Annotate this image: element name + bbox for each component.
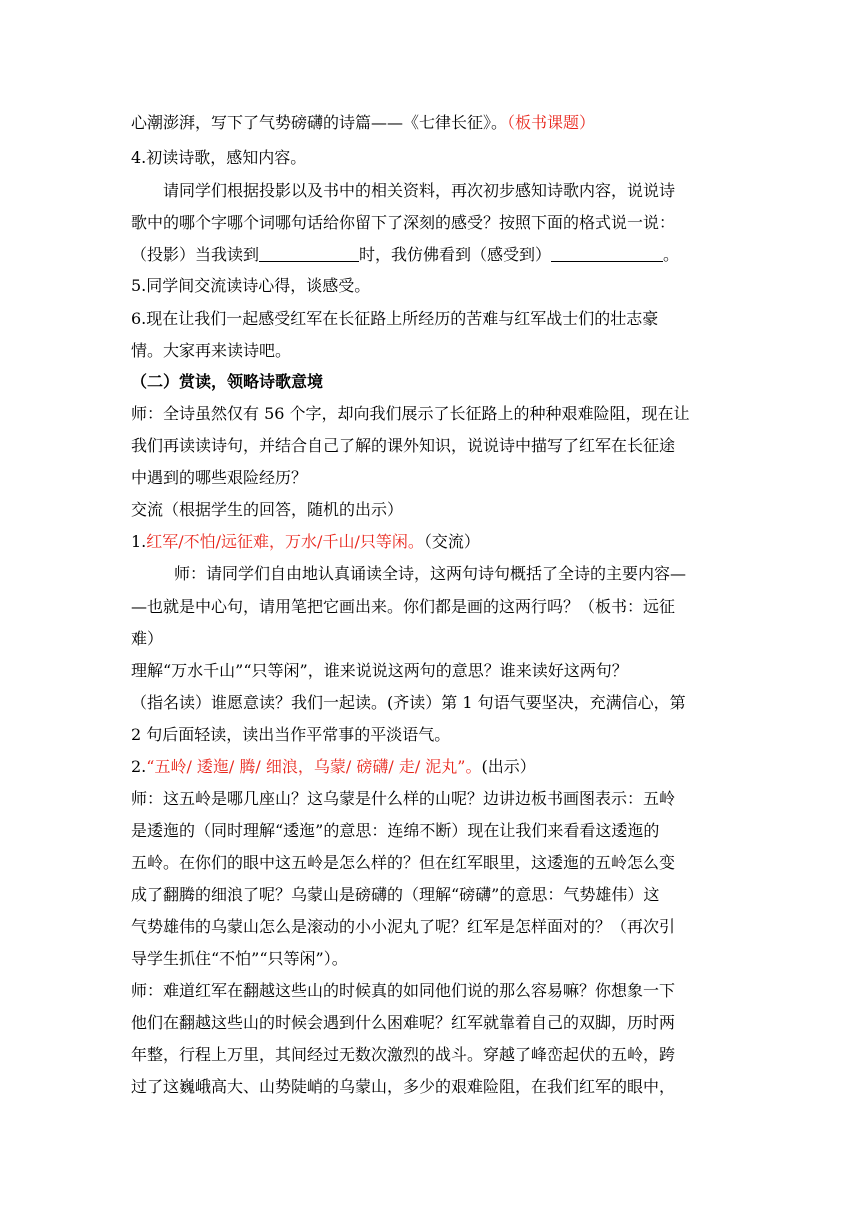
paragraph-line: 中遇到的哪些艰险经历？ bbox=[131, 468, 308, 487]
paragraph-line: 难） bbox=[131, 629, 164, 648]
paragraph-line: 交流（根据学生的回答，随机的出示） bbox=[131, 500, 404, 519]
paragraph-line: 他们在翻越这些山的时候会遇到什么困难呢？红军就靠着自己的双脚，历时两 bbox=[131, 1013, 676, 1032]
step-heading: 4.初读诗歌，感知内容。 bbox=[131, 148, 307, 167]
paragraph-line: 2 句后面轻读，读出当作平常事的平淡语气。 bbox=[131, 725, 451, 744]
section-heading: （二）赏读，领略诗歌意境 bbox=[131, 372, 324, 391]
paragraph-line: 我们再读读诗句，并结合自己了解的课外知识，说说诗中描写了红军在长征途 bbox=[131, 436, 676, 455]
paragraph-line: 理解“万水千山”“只等闲”，谁来说说这两句的意思？谁来读好这两句？ bbox=[131, 661, 628, 680]
paragraph-line: 歌中的哪个字哪个词哪句话给你留下了深刻的感受？按照下面的格式说一说： bbox=[131, 213, 676, 232]
paragraph-line: 五岭。在你们的眼中这五岭是怎么样的？但在红军眼里，这逶迤的五岭怎么变 bbox=[131, 853, 676, 872]
paragraph-line: 心潮澎湃，写下了气势磅礴的诗篇——《七律长征》。（板书课题） bbox=[131, 113, 596, 132]
paragraph-line: 请同学们根据投影以及书中的相关资料，再次初步感知诗歌内容，说说诗 bbox=[163, 181, 676, 200]
paragraph-line: 年整，行程上万里，其间经过无数次激烈的战斗。穿越了峰峦起伏的五岭，跨 bbox=[131, 1045, 676, 1064]
paragraph-line: 师：全诗虽然仅有 56 个字，却向我们展示了长征路上的种种艰难险阻，现在让 bbox=[131, 404, 690, 423]
step-heading: 5.同学间交流读诗心得，谈感受。 bbox=[131, 276, 371, 295]
paragraph-line: —也就是中心句，请用笔把它画出来。你们都是画的这两行吗？（板书：远征 bbox=[131, 597, 676, 616]
paragraph-line: 情。大家再来读诗吧。 bbox=[131, 341, 292, 360]
paragraph-line: 导学生抓住“不怕”“只等闲”）。 bbox=[131, 949, 348, 968]
paragraph-line: 是逶迤的（同时理解“逶迤”的意思：连绵不断）现在让我们来看看这逶迤的 bbox=[131, 821, 660, 840]
paragraph-line: 6.现在让我们一起感受红军在长征路上所经历的苦难与红军战士们的壮志豪 bbox=[131, 309, 659, 328]
fill-in-line: （投影）当我读到 时，我仿佛看到（感受到） 。 bbox=[131, 245, 680, 264]
paragraph-line: 成了翻腾的细浪了呢？乌蒙山是磅礴的（理解“磅礴”的意思：气势雄伟）这 bbox=[131, 885, 660, 904]
paragraph-line: 气势雄伟的乌蒙山怎么是滚动的小小泥丸了呢？红军是怎样面对的？（再次引 bbox=[131, 917, 676, 936]
paragraph-line: 师：请同学们自由地认真诵读全诗，这两句诗句概括了全诗的主要内容— bbox=[174, 564, 687, 583]
paragraph-line: （指名读）谁愿意读？我们一起读。(齐读）第 1 句语气要坚决，充满信心，第 bbox=[131, 693, 686, 712]
blank-line bbox=[259, 245, 359, 262]
board-note: （板书课题） bbox=[507, 113, 596, 132]
blank-line bbox=[551, 245, 663, 262]
poem-line: 2.“五岭/ 逶迤/ 腾/ 细浪，乌蒙/ 磅礴/ 走/ 泥丸”。(出示） bbox=[131, 757, 536, 776]
paragraph-line: 师：难道红军在翻越这些山的时候真的如同他们说的那么容易嘛？你想象一下 bbox=[131, 981, 676, 1000]
poem-line: 1.红军/不怕/远征难，万水/千山/只等闲。（交流） bbox=[131, 532, 480, 551]
paragraph-line: 过了这巍峨高大、山势陡峭的乌蒙山，多少的艰难险阻，在我们红军的眼中， bbox=[131, 1077, 676, 1096]
paragraph-line: 师：这五岭是哪几座山？这乌蒙是什么样的山呢？边讲边板书画图表示：五岭 bbox=[131, 789, 676, 808]
